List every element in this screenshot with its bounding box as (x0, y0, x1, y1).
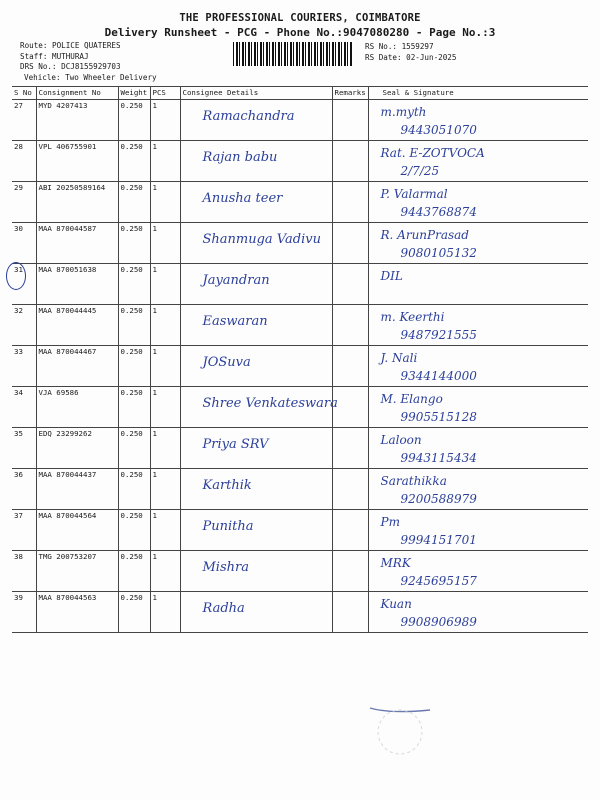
remarks-cell (332, 346, 368, 387)
weight-cell: 0.250 (118, 510, 150, 551)
weight-cell: 0.250 (118, 387, 150, 428)
remarks-cell (332, 469, 368, 510)
bottom-scribble (360, 690, 460, 770)
weight-cell: 0.250 (118, 346, 150, 387)
consignee-cell (180, 100, 332, 141)
signature-phone: 9943115434 (400, 451, 477, 465)
consignment-cell: MAA 870044563 (36, 592, 118, 633)
sno-cell: 34 (12, 387, 36, 428)
pcs-cell: 1 (150, 182, 180, 223)
table-header-row (12, 87, 588, 100)
consignee-handwriting: Mishra (202, 560, 249, 575)
table-row (12, 223, 588, 264)
table-row (12, 510, 588, 551)
table-row (12, 346, 588, 387)
consignment-cell: VPL 406755901 (36, 141, 118, 182)
consignee-handwriting: Karthik (202, 478, 252, 493)
header-remarks: Remarks (332, 87, 368, 100)
pcs-cell: 1 (150, 141, 180, 182)
consignee-handwriting: Priya SRV (202, 437, 269, 452)
sno-cell: 33 (12, 346, 36, 387)
consignee-handwriting: Shree Venkateswara (202, 396, 338, 411)
pcs-cell: 1 (150, 305, 180, 346)
consignee-cell (180, 346, 332, 387)
weight-cell: 0.250 (118, 264, 150, 305)
pcs-cell: 1 (150, 264, 180, 305)
consignee-cell (180, 428, 332, 469)
signature-handwriting: DIL (380, 269, 403, 283)
sno-cell: 31 (12, 264, 36, 305)
pcs-cell: 1 (150, 387, 180, 428)
consignment-cell: MAA 870044445 (36, 305, 118, 346)
signature-handwriting: Pm (380, 515, 400, 529)
consignee-cell (180, 223, 332, 264)
header-signature: Seal & Signature (368, 87, 588, 100)
consignment-cell: EDQ 23299262 (36, 428, 118, 469)
pcs-cell: 1 (150, 346, 180, 387)
signature-phone: 9200588979 (400, 492, 477, 506)
remarks-cell (332, 223, 368, 264)
remarks-cell (332, 100, 368, 141)
signature-cell (368, 305, 588, 346)
remarks-cell (332, 305, 368, 346)
signature-handwriting: Sarathikka (380, 474, 447, 488)
header-pcs: PCS (150, 87, 180, 100)
rs-date-text: RS Date: 02-Jun-2025 (365, 53, 457, 62)
sno-cell: 38 (12, 551, 36, 592)
signature-phone: 2/7/25 (400, 164, 440, 178)
pcs-cell: 1 (150, 428, 180, 469)
signature-cell (368, 141, 588, 182)
staff-text: Staff: MUTHURAJ (20, 51, 89, 61)
signature-cell (368, 551, 588, 592)
signature-cell (368, 428, 588, 469)
signature-handwriting: Rat. E-ZOTVOCA (380, 146, 485, 160)
consignee-handwriting: Punitha (202, 519, 254, 534)
weight-cell: 0.250 (118, 100, 150, 141)
signature-cell (368, 346, 588, 387)
signature-handwriting: Laloon (380, 433, 422, 447)
signature-cell (368, 223, 588, 264)
signature-handwriting: MRK (380, 556, 411, 570)
header-consignment: Consignment No (36, 87, 118, 100)
signature-handwriting: R. ArunPrasad (380, 228, 469, 242)
pcs-cell: 1 (150, 100, 180, 141)
remarks-cell (332, 510, 368, 551)
weight-cell: 0.250 (118, 141, 150, 182)
sno-cell: 28 (12, 141, 36, 182)
pcs-cell: 1 (150, 592, 180, 633)
remarks-cell (332, 182, 368, 223)
consignment-cell: MAA 870051638 (36, 264, 118, 305)
pcs-cell: 1 (150, 510, 180, 551)
runsheet-subtitle: Delivery Runsheet - PCG - Phone No.:9047080280 - Page No.:3 (104, 26, 496, 39)
runsheet-table (12, 86, 588, 633)
header-consignee: Consignee Details (180, 87, 332, 100)
consignment-cell: TMG 200753207 (36, 551, 118, 592)
remarks-cell (332, 264, 368, 305)
consignment-cell: VJA 69586 (36, 387, 118, 428)
consignee-handwriting: Easwaran (202, 314, 268, 329)
signature-handwriting: m.myth (380, 105, 427, 119)
remarks-cell (332, 551, 368, 592)
consignee-handwriting: Anusha teer (202, 191, 283, 206)
signature-phone: 9443051070 (400, 123, 477, 137)
header-weight: Weight (118, 87, 150, 100)
consignee-handwriting: Jayandran (202, 273, 270, 288)
meta-left (20, 41, 157, 83)
meta-right (365, 41, 456, 63)
table-row (12, 469, 588, 510)
sno-cell: 29 (12, 182, 36, 223)
signature-cell (368, 510, 588, 551)
remarks-cell (332, 141, 368, 182)
table-row (12, 428, 588, 469)
sno-cell: 39 (12, 592, 36, 633)
consignment-cell: MAA 870044587 (36, 223, 118, 264)
sno-cell: 30 (12, 223, 36, 264)
weight-cell: 0.250 (118, 223, 150, 264)
table-row (12, 100, 588, 141)
consignee-cell (180, 305, 332, 346)
sno-cell: 35 (12, 428, 36, 469)
signature-phone: 9908906989 (400, 615, 477, 629)
table-row (12, 141, 588, 182)
table-body (12, 100, 588, 633)
weight-cell: 0.250 (118, 305, 150, 346)
signature-cell (368, 469, 588, 510)
signature-phone: 9994151701 (400, 533, 477, 547)
route-text: Route: POLICE QUATERES (20, 41, 121, 50)
consignee-cell (180, 141, 332, 182)
signature-phone: 9487921555 (400, 328, 477, 342)
consignee-cell (180, 510, 332, 551)
handwritten-circle-mark (6, 262, 26, 290)
pcs-cell: 1 (150, 223, 180, 264)
signature-cell (368, 592, 588, 633)
consignee-cell (180, 592, 332, 633)
signature-cell (368, 264, 588, 305)
pcs-cell: 1 (150, 469, 180, 510)
table-row (12, 182, 588, 223)
consignee-cell (180, 182, 332, 223)
signature-phone: 9344144000 (400, 369, 477, 383)
company-title: THE PROFESSIONAL COURIERS, COIMBATORE (179, 12, 421, 24)
consignment-cell: MAA 870044564 (36, 510, 118, 551)
sno-cell: 27 (12, 100, 36, 141)
consignee-cell (180, 551, 332, 592)
signature-handwriting: M. Elango (380, 392, 443, 406)
remarks-cell (332, 592, 368, 633)
signature-handwriting: P. Valarmal (380, 187, 448, 201)
consignee-cell (180, 387, 338, 428)
consignee-cell (180, 264, 332, 305)
signature-phone: 9245695157 (400, 574, 477, 588)
signature-handwriting: m. Keerthi (380, 310, 445, 324)
sno-cell: 37 (12, 510, 36, 551)
pcs-cell: 1 (150, 551, 180, 592)
consignee-handwriting: JOSuva (202, 355, 251, 370)
sno-cell: 36 (12, 469, 36, 510)
weight-cell: 0.250 (118, 428, 150, 469)
signature-phone: 9443768874 (400, 205, 477, 219)
consignment-cell: MAA 870044467 (36, 346, 118, 387)
consignee-handwriting: Radha (202, 601, 245, 616)
table-row (12, 592, 588, 633)
barcode (233, 42, 353, 66)
signature-handwriting: Kuan (380, 597, 412, 611)
rs-no-text: RS No.: 1559297 (365, 42, 434, 51)
weight-cell: 0.250 (118, 592, 150, 633)
signature-cell (368, 100, 588, 141)
consignment-cell: MAA 870044437 (36, 469, 118, 510)
table-row (12, 264, 588, 305)
weight-cell: 0.250 (118, 182, 150, 223)
signature-cell (368, 182, 588, 223)
table-row (12, 305, 588, 346)
signature-handwriting: J. Nali (380, 351, 418, 365)
signature-phone: 9080105132 (400, 246, 477, 260)
drs-text: DRS No.: DCJ8155929703 (20, 62, 121, 71)
header-sno: S No (12, 87, 36, 100)
signature-phone: 9905515128 (400, 410, 477, 424)
consignee-handwriting: Shanmuga Vadivu (202, 232, 321, 247)
weight-cell: 0.250 (118, 469, 150, 510)
consignment-cell: MYD 4207413 (36, 100, 118, 141)
table-row (12, 387, 588, 428)
consignee-handwriting: Ramachandra (202, 109, 295, 124)
signature-cell (368, 387, 588, 428)
table-row (12, 551, 588, 592)
sno-cell: 32 (12, 305, 36, 346)
consignment-cell: ABI 20250589164 (36, 182, 118, 223)
remarks-cell (332, 428, 368, 469)
vehicle-text: Vehicle: Two Wheeler Delivery (24, 72, 157, 82)
consignee-cell (180, 469, 332, 510)
weight-cell: 0.250 (118, 551, 150, 592)
consignee-handwriting: Rajan babu (202, 150, 278, 165)
